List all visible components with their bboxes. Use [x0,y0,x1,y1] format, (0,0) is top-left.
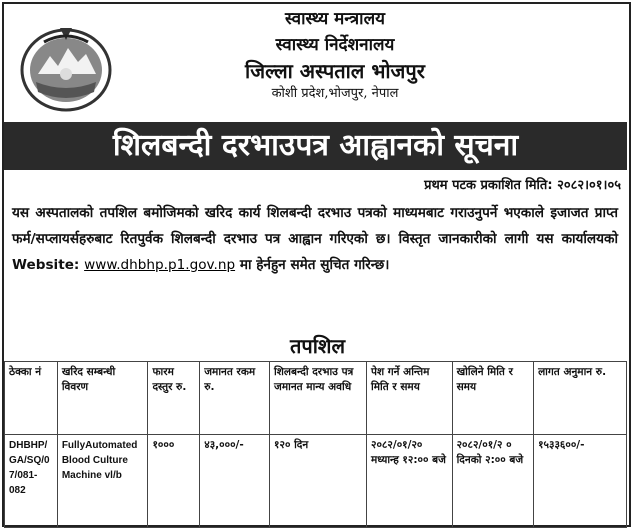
cell-validity: १२० दिन [270,435,367,528]
office-address: कोशी प्रदेश,भोजपुर, नेपाल [271,86,399,101]
header-validity: शिलबन्दी दरभाउ पत्र जमानत मान्य अवधि [270,362,367,435]
office-header [150,6,520,104]
notice-text: यस अस्पतालको तपशिल बमोजिमको खरिद कार्य शिलबन्दी दरभाउ पत्रको माध्यमबाट गराउनुपर्ने भएकाले इजाजत प्राप्त फर्म/सप्लायर्सहरुबाट रितपुर्वक शिलबन्दी दरभाउ पत्र आह्वान गरिएको छ। विस्तृत जानकारीको लागी यस कार्यालयको Website: [12,205,618,273]
table-header-row [5,362,627,435]
publication-date [424,175,621,193]
cell-estimate: १५३३६००/- [534,435,627,528]
cell-description: FullyAutomated Blood Culture Machine vl/b [57,435,148,528]
table-row [5,435,627,528]
header-submission: पेश गर्ने अन्तिम मिति र समय [367,362,453,435]
notice-closing: मा हेर्नहुन समेत सुचित गरिन्छ। [239,257,390,273]
hospital-name: जिल्ला अस्पताल भोजपुर [245,59,425,83]
header-form-fee: फारम दस्तुर रु. [148,362,200,435]
header-opening: खोलिने मिति र समय [452,362,533,435]
publication-date-value: २०८२।०१।०५ [557,178,621,193]
website-link[interactable]: www.dhbhp.p1.gov.np [84,257,236,273]
cell-submission: २०८२/०१/२० मध्यान्ह १२:०० बजे [367,435,453,528]
cell-opening: २०८२/०१/२ ० दिनको २:०० बजे [452,435,533,528]
cell-bid-security: ४३,०००/- [200,435,270,528]
publication-label: प्रथम पटक प्रकाशित मिति: [424,178,553,193]
header-estimate: लागत अनुमान रु. [534,362,627,435]
details-heading: तपशिल [289,334,346,358]
directorate-name: स्वास्थ्य निर्देशनालय [275,35,395,55]
notice-title-banner: शिलबन्दी दरभाउपत्र आह्वानको सूचना [4,122,627,170]
cell-form-fee: १००० [148,435,200,528]
procurement-table [4,361,627,528]
header-description: खरिद सम्बन्धी विवरण [57,362,148,435]
notice-body [12,200,618,278]
government-emblem-icon [16,22,116,114]
header-contract-no: ठेक्का नं [5,362,58,435]
ministry-name: स्वास्थ्य मन्त्रालय [285,9,385,29]
header-bid-security: जमानत रकम रु. [200,362,270,435]
cell-contract-no: DHBHP/ GA/SQ/0 7/081-082 [5,435,58,528]
